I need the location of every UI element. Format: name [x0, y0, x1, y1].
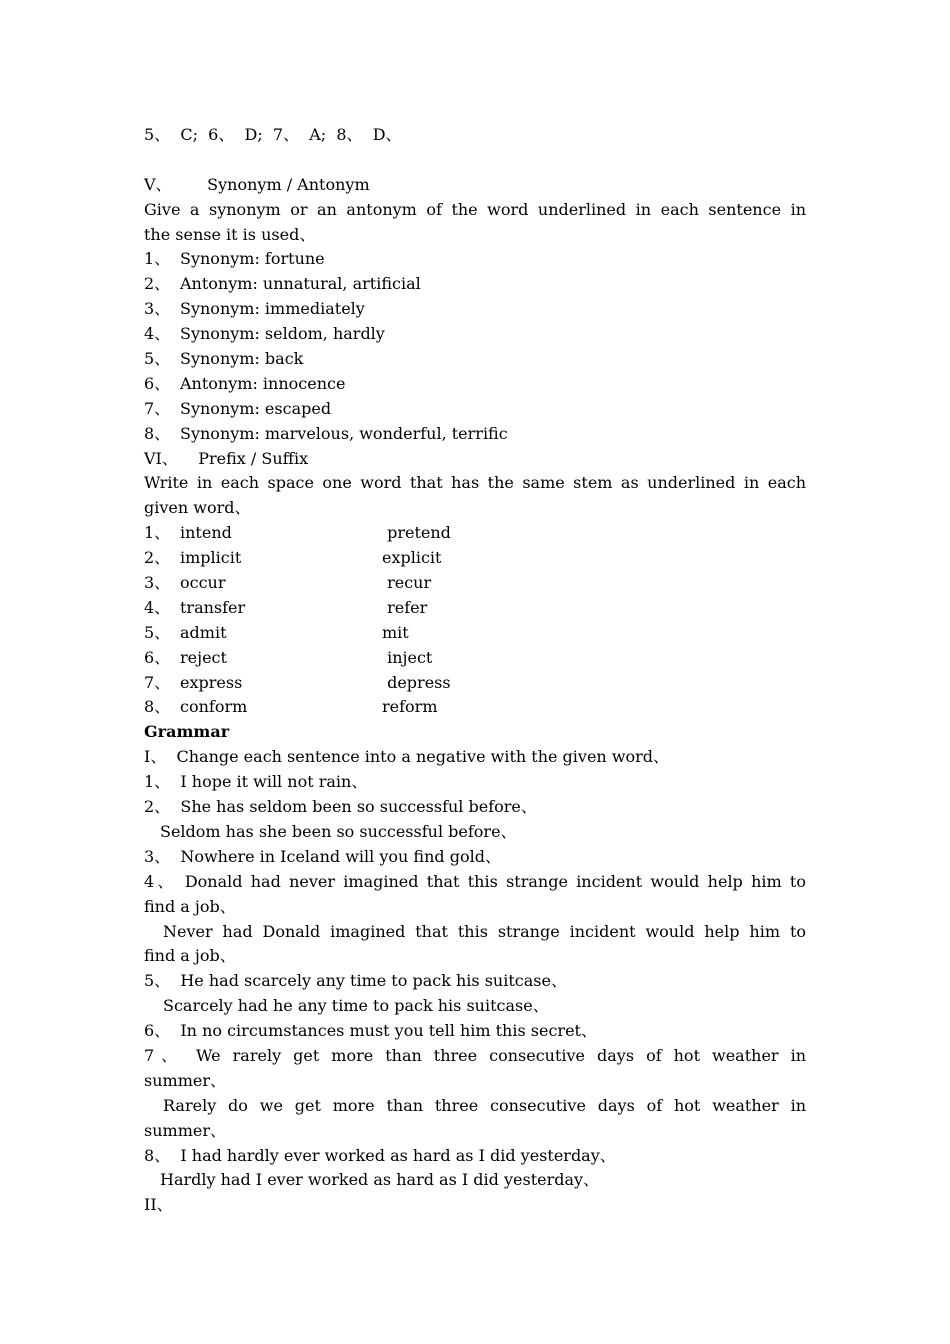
grammar-line: 8、 I had hardly ever worked as hard as I did yesterday、 [144, 1145, 616, 1165]
prefix-suffix-list [144, 521, 806, 720]
grammar-line: Rarely do we get more than three consecutive days of hot weather in [163, 1095, 806, 1115]
list-item: 5、 admit mit [144, 622, 409, 642]
grammar-heading: Grammar [144, 722, 230, 742]
grammar-part2-heading: II、 [144, 1195, 173, 1215]
list-item: 6、 Antonym: innocence [144, 373, 346, 393]
grammar-line: find a job、 [144, 946, 236, 966]
section-vi-heading: VI、 Prefix / Suffix [144, 448, 309, 468]
list-item: 2、 Antonym: unnatural, artificial [144, 274, 421, 294]
grammar-line: summer、 [144, 1070, 226, 1090]
spacer [144, 148, 806, 173]
grammar-line: Hardly had I ever worked as hard as I did yesterday、 [160, 1170, 600, 1190]
list-item: 3、 occur recur [144, 573, 432, 593]
section-v-instruction-line2: the sense it is used、 [144, 224, 316, 244]
list-item: 2、 implicit explicit [144, 548, 442, 568]
list-item: 8、 conform reform [144, 697, 438, 717]
section-v-heading: V、 Synonym / Antonym [144, 174, 370, 194]
list-item: 6、 reject inject [144, 647, 433, 667]
list-item: 4、 transfer refer [144, 597, 428, 617]
grammar-line: Scarcely had he any time to pack his suitcase、 [163, 996, 549, 1016]
grammar-line: 6、 In no circumstances must you tell him this secret、 [144, 1021, 597, 1041]
section-vi-instruction-line2: given word、 [144, 498, 251, 518]
grammar-line: Seldom has she been so successful before、 [160, 821, 517, 841]
grammar-line: 7、 We rarely get more than three consecutive days of hot weather in [144, 1045, 806, 1065]
list-item: 5、 Synonym: back [144, 349, 304, 369]
section-v-instruction-line1: Give a synonym or an antonym of the word underlined in each sentence in [144, 199, 806, 219]
grammar-line: summer、 [144, 1120, 226, 1140]
list-item: 8、 Synonym: marvelous, wonderful, terrific [144, 423, 508, 443]
grammar-line: find a job、 [144, 896, 236, 916]
list-item: 1、 Synonym: fortune [144, 249, 325, 269]
grammar-line: 2、 She has seldom been so successful before、 [144, 797, 537, 817]
grammar-line: 4、 Donald had never imagined that this strange incident would help him to [144, 871, 806, 891]
section-vi-instruction-line1: Write in each space one word that has the same stem as underlined in each [144, 473, 806, 493]
answers-row: 5、 C; 6、 D; 7、 A; 8、 D、 [144, 125, 402, 144]
synonym-list [144, 247, 806, 446]
grammar-line: 1、 I hope it will not rain、 [144, 772, 368, 792]
grammar-line: 3、 Nowhere in Iceland will you find gold、 [144, 846, 501, 866]
grammar-line: Never had Donald imagined that this strange incident would help him to [163, 921, 806, 941]
grammar-part1-heading: I、 Change each sentence into a negative with the given word、 [144, 747, 670, 767]
grammar-line: 5、 He had scarcely any time to pack his suitcase、 [144, 971, 567, 991]
list-item: 3、 Synonym: immediately [144, 299, 365, 319]
list-item: 4、 Synonym: seldom, hardly [144, 324, 385, 344]
document-page [144, 123, 806, 1218]
list-item: 1、 intend pretend [144, 523, 451, 543]
list-item: 7、 express depress [144, 672, 451, 692]
list-item: 7、 Synonym: escaped [144, 398, 332, 418]
